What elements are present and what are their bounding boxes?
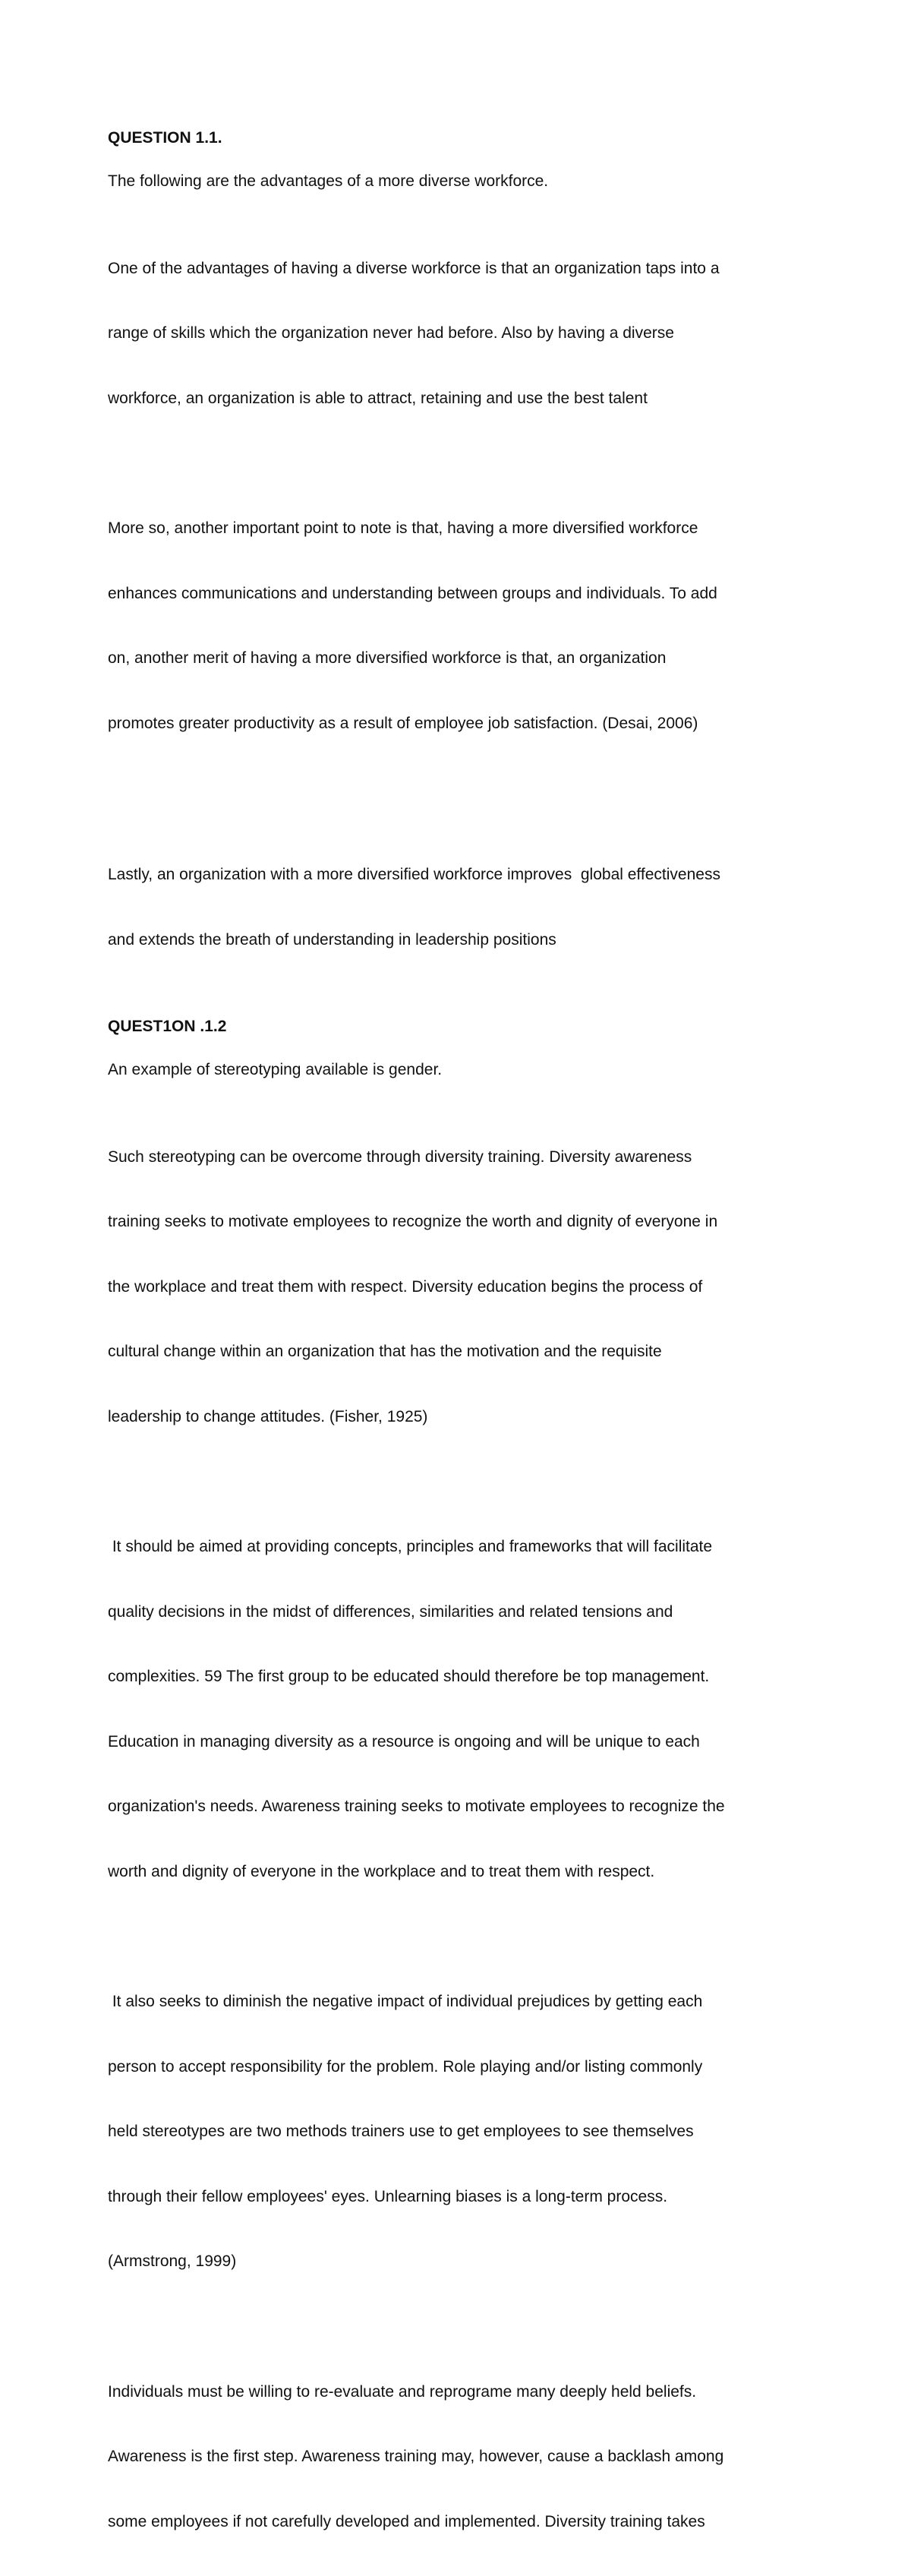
spacer (108, 2316, 814, 2338)
spacer (108, 1471, 814, 1493)
text-line: quality decisions in the midst of differences, similarities and related tensions and (108, 1602, 814, 1624)
text-line: One of the advantages of having a diverse workforce is that an organization taps into a (108, 258, 814, 280)
text-line: cultural change within an organization that has the motivation and the requisite (108, 1341, 814, 1363)
text-line: (Armstrong, 1999) (108, 2251, 814, 2273)
spacer (108, 453, 814, 475)
question-1-2-paragraph-1 (108, 1103, 814, 1472)
text-line: the workplace and treat them with respect. Diversity education begins the process of (108, 1277, 814, 1299)
spacer (108, 1926, 814, 1948)
question-1-1-paragraph-1 (108, 215, 814, 453)
text-line: Individuals must be willing to re-evaluate and reprograme many deeply held beliefs. (108, 2382, 814, 2404)
spacer (108, 778, 814, 821)
text-line: some employees if not carefully developed and implemented. Diversity training takes (108, 2511, 814, 2533)
text-line: leadership to change attitudes. (Fisher, 1925) (108, 1406, 814, 1428)
text-line: training seeks to motivate employees to recognize the worth and dignity of everyone in (108, 1211, 814, 1233)
text-line: range of skills which the organization never had before. Also by having a diverse (108, 323, 814, 345)
question-1-2-heading: QUEST1ON .1.2 (108, 1016, 814, 1037)
text-line: through their fellow employees' eyes. Unlearning biases is a long-term process. (108, 2186, 814, 2208)
question-1-2-paragraph-2 (108, 1493, 814, 1926)
question-1-2-paragraph-4 (108, 2338, 814, 2576)
text-line: Education in managing diversity as a resource is ongoing and will be unique to each (108, 1732, 814, 1754)
text-line: promotes greater productivity as a result of employee job satisfaction. (Desai, 2006) (108, 713, 814, 735)
spacer (108, 149, 814, 171)
document-page (0, 0, 911, 1179)
text-line: held stereotypes are two methods trainers use to get employees to see themselves (108, 2121, 814, 2143)
text-line: and extends the breath of understanding in leadership positions (108, 930, 814, 952)
spacer (108, 1037, 814, 1059)
text-line: organization's needs. Awareness training seeks to motivate employees to recognize the (108, 1796, 814, 1818)
text-line: person to accept responsibility for the problem. Role playing and/or listing commonly (108, 2057, 814, 2079)
question-1-2-paragraph-3 (108, 1948, 814, 2316)
text-line: It also seeks to diminish the negative impact of individual prejudices by getting each (108, 1991, 814, 2013)
question-1-1-heading: QUESTION 1.1. (108, 128, 814, 149)
text-line: Such stereotyping can be overcome through diversity training. Diversity awareness (108, 1147, 814, 1169)
text-line: It should be aimed at providing concepts, principles and frameworks that will facilitate (108, 1536, 814, 1558)
text-line: enhances communications and understanding between groups and individuals. To add (108, 583, 814, 605)
question-1-1-paragraph-2 (108, 475, 814, 778)
text-line: on, another merit of having a more diversified workforce is that, an organization (108, 648, 814, 670)
text-line: Lastly, an organization with a more diversified workforce improves global effectiveness (108, 864, 814, 886)
text-line: Awareness is the first step. Awareness training may, however, cause a backlash among (108, 2446, 814, 2468)
document-body (108, 128, 814, 2576)
question-1-1-intro: The following are the advantages of a more diverse workforce. (108, 171, 814, 193)
text-line: worth and dignity of everyone in the workplace and to treat them with respect. (108, 1861, 814, 1883)
spacer (108, 1081, 814, 1103)
text-line: workforce, an organization is able to attract, retaining and use the best talent (108, 388, 814, 410)
text-line: More so, another important point to note is that, having a more diversified workforce (108, 518, 814, 540)
text-line: complexities. 59 The first group to be educated should therefore be top management. (108, 1666, 814, 1688)
question-1-2-intro: An example of stereotyping available is gender. (108, 1059, 814, 1081)
spacer (108, 994, 814, 1016)
spacer (108, 193, 814, 215)
question-1-1-paragraph-3 (108, 821, 814, 994)
